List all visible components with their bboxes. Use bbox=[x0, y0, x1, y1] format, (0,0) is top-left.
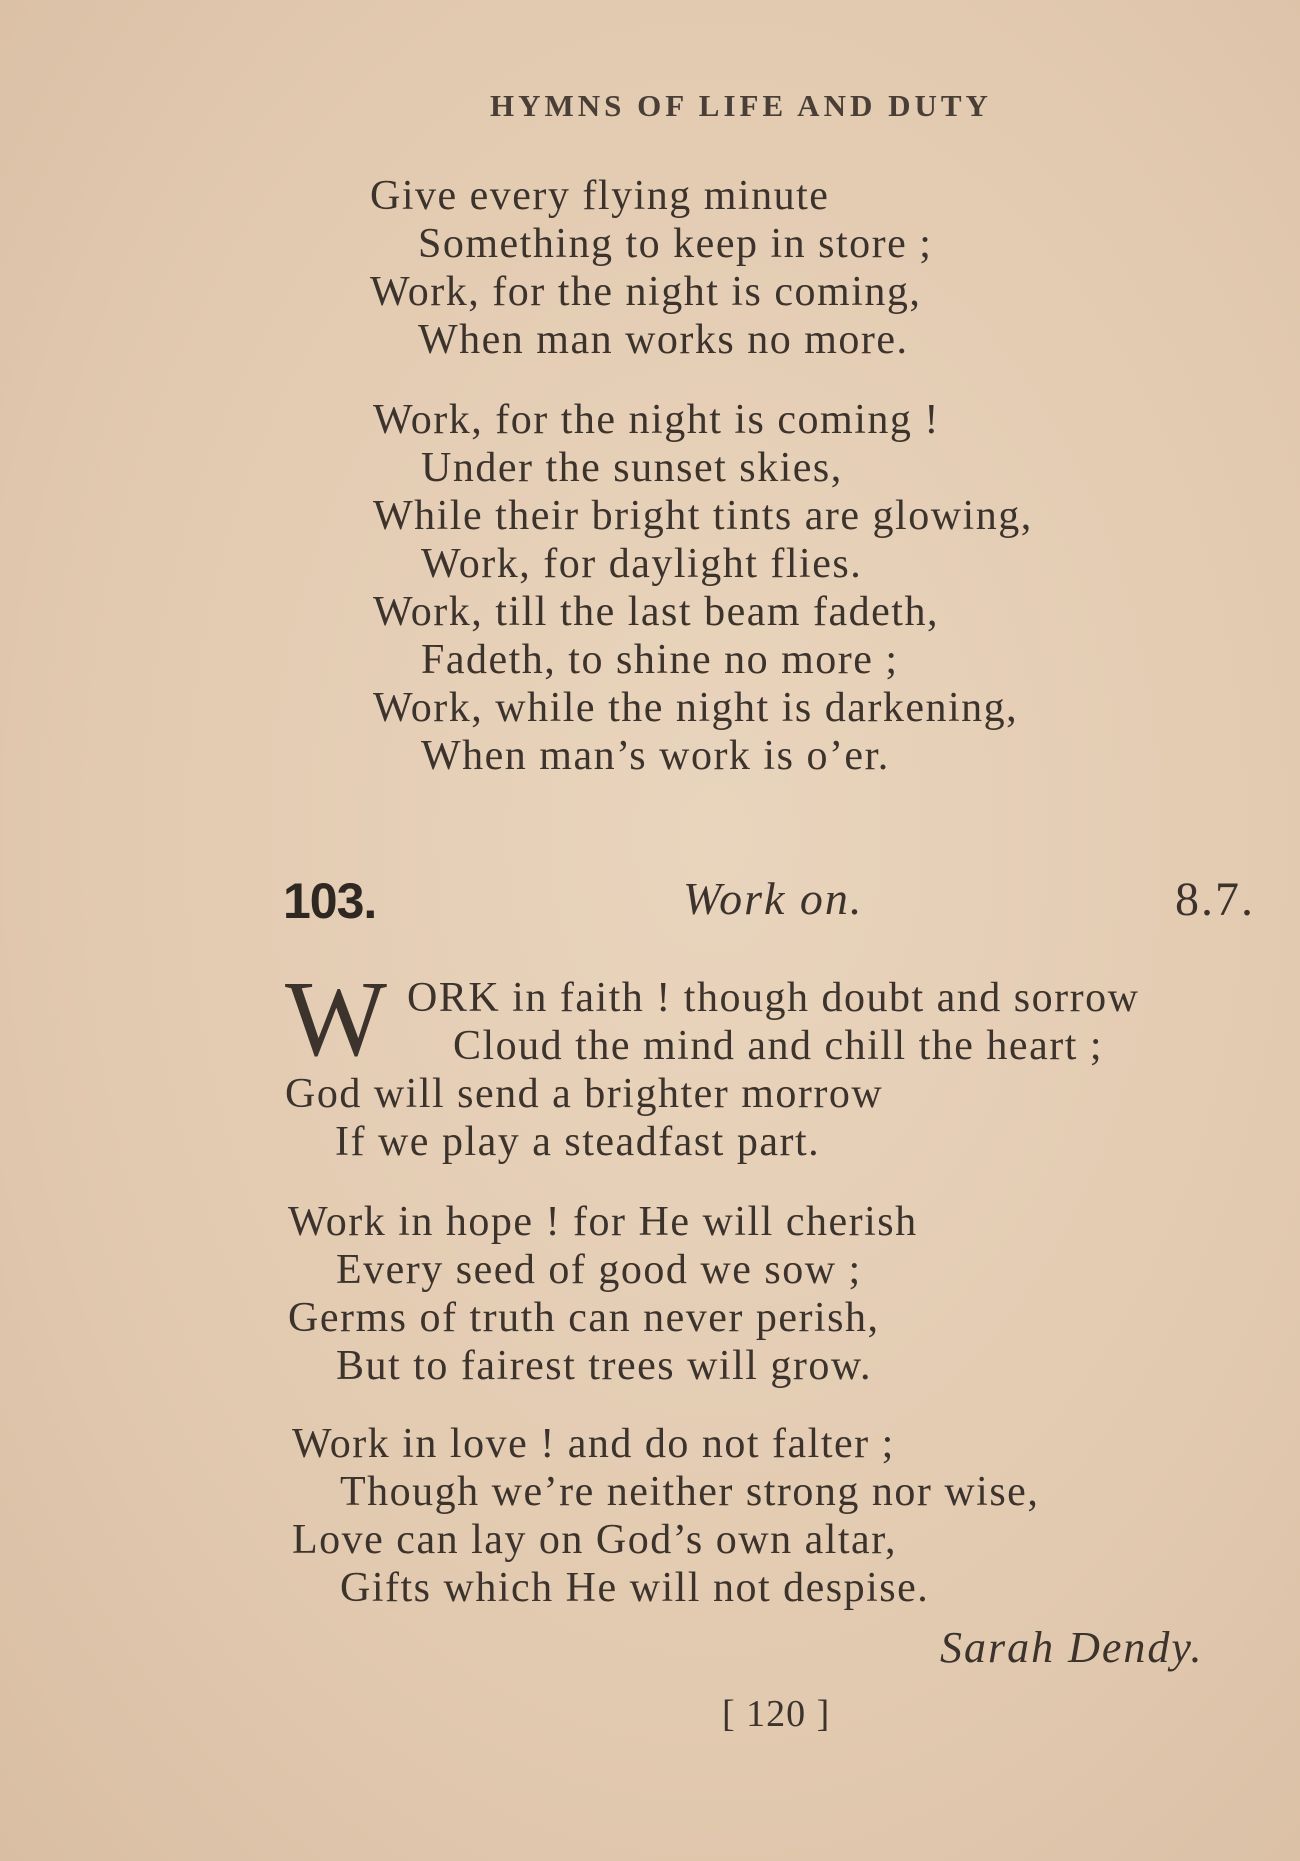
verse-line: God will send a brighter morrow bbox=[285, 1071, 884, 1117]
hymn-stanza-1 bbox=[285, 960, 1140, 1166]
verse-line: Work in hope ! for He will cherish bbox=[288, 1199, 918, 1245]
drop-cap: W bbox=[285, 960, 387, 1079]
verse-line: When man’s work is o’er. bbox=[421, 733, 890, 779]
hymn-number: 103. bbox=[283, 873, 377, 929]
verse-line: If we play a steadfast part. bbox=[335, 1119, 821, 1165]
stanza-continued-2 bbox=[373, 396, 1033, 780]
verse-line: Give every flying minute bbox=[370, 173, 830, 219]
verse-line: Gifts which He will not despise. bbox=[340, 1565, 930, 1611]
verse-line: Work in love ! and do not falter ; bbox=[292, 1421, 895, 1467]
hymn-meter: 8.7. bbox=[1175, 873, 1255, 926]
verse-line: When man works no more. bbox=[418, 317, 909, 363]
stanza-continued-1 bbox=[370, 172, 932, 364]
verse-line: Something to keep in store ; bbox=[418, 221, 933, 267]
page-number: [ 120 ] bbox=[722, 1693, 831, 1735]
verse-line: Under the sunset skies, bbox=[421, 445, 843, 491]
hymn-stanza-2 bbox=[288, 1198, 918, 1390]
verse-line: Love can lay on God’s own altar, bbox=[292, 1517, 897, 1563]
verse-line: Though we’re neither strong nor wise, bbox=[340, 1469, 1040, 1515]
verse-line: Fadeth, to shine no more ; bbox=[421, 637, 899, 683]
hymn-title: Work on. bbox=[683, 873, 864, 924]
verse-line: Work, for daylight flies. bbox=[421, 541, 863, 587]
verse-line: Cloud the mind and chill the heart ; bbox=[453, 1023, 1104, 1069]
author-attribution: Sarah Dendy. bbox=[940, 1623, 1204, 1672]
verse-line: Work, while the night is darkening, bbox=[373, 685, 1019, 731]
verse-line: Work, for the night is coming, bbox=[370, 269, 922, 315]
verse-line: Work, for the night is coming ! bbox=[373, 397, 940, 443]
running-head: HYMNS OF LIFE AND DUTY bbox=[490, 88, 992, 123]
verse-line: While their bright tints are glowing, bbox=[373, 493, 1033, 539]
verse-line: Work, till the last beam fadeth, bbox=[373, 589, 939, 635]
hymn-stanza-3 bbox=[292, 1420, 1039, 1612]
verse-line: But to fairest trees will grow. bbox=[336, 1343, 873, 1389]
hymn-header bbox=[283, 872, 1255, 932]
verse-line: Germs of truth can never perish, bbox=[288, 1295, 880, 1341]
verse-line: Every seed of good we sow ; bbox=[336, 1247, 862, 1293]
verse-line: ORK in faith ! though doubt and sorrow bbox=[407, 975, 1140, 1021]
